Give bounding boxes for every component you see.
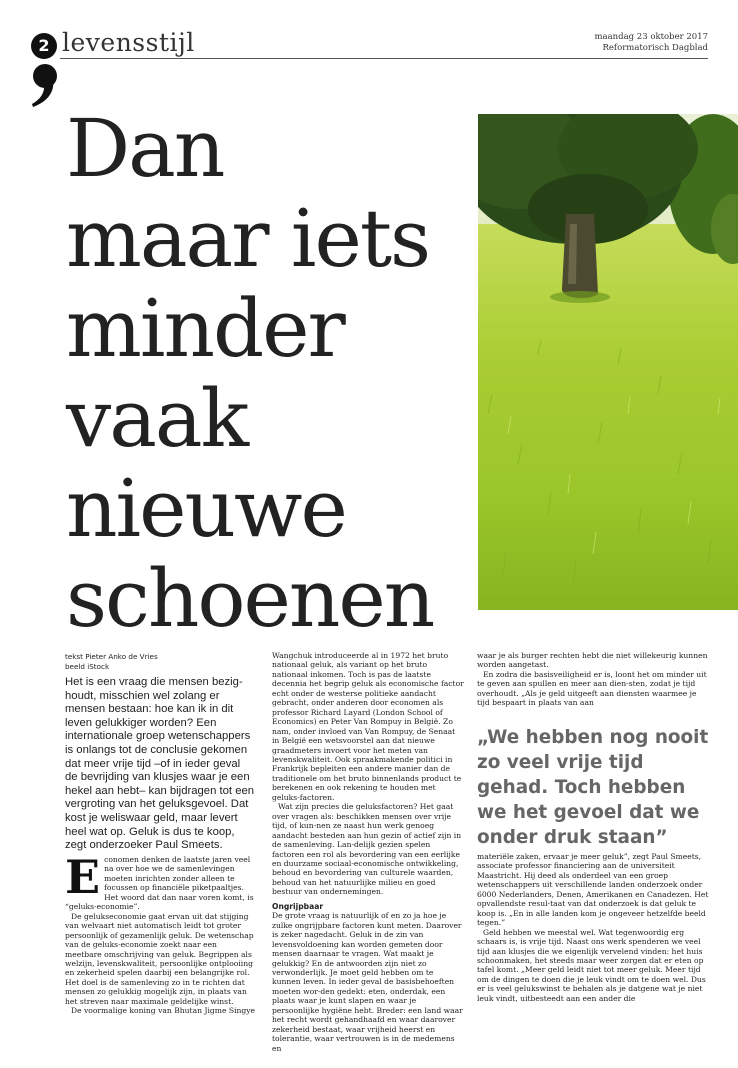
- article-column-3-top: [477, 651, 709, 708]
- paragraph: materiële zaken, ervaar je meer geluk”, zegt Paul Smeets, associate professor financiering aan de universiteit Maastricht. Hij deed als onderdeel van een groep wetenschappers uit verschillende landen onderzoek onder 6000 Nederlanders, Denen, Amerikanen en Canadezen. Het opvallendste resul-taat van dat onderzoek is dat geluk te koop is. „En in alle landen kom je ongeveer hetzelfde beeld tegen.”: [477, 852, 709, 928]
- headline-line: maar iets: [66, 192, 430, 285]
- section-name: levensstijl: [62, 28, 195, 57]
- intro-paragraph: Het is een vraag die mensen bezig-houdt, misschien wel zolang er mensen bestaan: hoe kan ik in dit leven gelukkiger worden? Een internationale groep wetenschappers is onlangs tot de conclusie gekomen dat meer vrije tijd –of in ieder geval de bevrijding van klusjes waar je een hekel aan hebt– kan bijdragen tot een vergroting van het geluksgevoel. Dat kost je weliswaar geld, maar levert heel wat op. Geluk is dus te koop, zegt onderzoeker Paul Smeets.: [65, 676, 255, 852]
- headline-line: minder: [66, 282, 344, 375]
- drop-cap: E: [65, 850, 101, 904]
- article-column-1: [65, 850, 256, 1016]
- tree-meadow-photo: [478, 114, 738, 610]
- image-credit: beeld iStock: [65, 662, 110, 671]
- header-rule: [60, 58, 708, 59]
- pull-quote: „We hebben nog nooit zo veel vrije tijd gehad. Toch hebben we het gevoel dat we onder druk staan”: [477, 727, 709, 848]
- paragraph: En zodra die basisveiligheid er is, loont het om minder uit te geven aan spullen en meer aan dien-sten, zodat je tijd overhoudt. „Als je geld uitgeeft aan diensten waarmee je tijd bespaart in plaats van aan: [477, 669, 707, 708]
- subheading: Ongrijpbaar: [272, 901, 324, 911]
- headline-line: schoenen: [66, 552, 434, 645]
- headline-line: nieuwe: [66, 462, 346, 555]
- paragraph: Wat zijn precies die geluksfactoren? Het gaat over vragen als: beschikken mensen over vrije tijd, of kun-nen ze naast hun werk genoeg aandacht besteden aan hun gezin of actief zijn in de samenleving. Lan-delijk gezien spelen factoren een rol als bevordering van een eerlijke en duurzame sociaal-economische ontwikkeling, behoud en bevordering van culturele waarden, behoud van het natuurlijke milieu en goed bestuur van ondernemingen.: [272, 802, 462, 897]
- paragraph-text: conomen denken de laatste jaren veel na over hoe we de samenlevingen moeten inrichten zonder alleen te focussen op financiële piketpaaltjes. Het woord dat dan naar voren komt, is “geluks-economie”.: [65, 855, 254, 912]
- page-number-badge: 2: [31, 33, 57, 59]
- headline-line: vaak: [66, 372, 248, 465]
- byline: [65, 652, 255, 672]
- publication-name: Reformatorisch Dagblad: [602, 43, 708, 53]
- headline-line: Dan: [66, 102, 224, 195]
- paragraph: De voormalige koning van Bhutan Jigme Singye: [71, 1006, 256, 1016]
- comma-logo-icon: [27, 62, 63, 108]
- author-credit: tekst Pieter Anko de Vries: [65, 652, 158, 661]
- paragraph: waar je als burger rechten hebt die niet willekeurig kunnen worden aangetast.: [477, 651, 708, 670]
- paragraph: Geld hebben we meestal wel. Wat tegenwoordig erg schaars is, is vrije tijd. Naast ons werk spenderen we veel tijd aan klusjes die we eigenlijk vervelend vinden: het huis schoonmaken, het steeds maar weer zorgen dat er eten op tafel komt. „Meer geld leidt niet tot meer geluk. Meer tijd om de dingen te doen die je leuk vindt om te doen wel. Dus er is veel gelukswinst te behalen als je datgene wat je niet leuk vindt, uitbesteedt aan een ander die: [477, 927, 706, 1003]
- date: maandag 23 oktober 2017: [594, 32, 708, 42]
- paragraph: De gelukseconomie gaat ervan uit dat stijging van welvaart niet automatisch leidt tot groter persoonlijk of gezamenlijk geluk. De wetenschap van de geluks-economie zoekt naar een meetbare omschrijving van geluk. Begrippen als welzijn, levenskwaliteit, persoonlijke ontplooiing en zekerheid spelen daarbij een belangrijke rol. Het doel is de samenleving zo in te richten dat mensen zo gelukkig mogelijk zijn, in plaats van het streven naar maximale geldelijke winst.: [65, 911, 254, 1006]
- article-column-2: [272, 651, 464, 1053]
- paragraph: Wangchuk introduceerde al in 1972 het bruto nationaal geluk, als variant op het bruto nationaal inkomen. Toch is pas de laatste decennia het begrip geluk als economische factor echt onder de westerse politieke aandacht gebracht, onder anderen door economen als professor Richard Layard (London School of Economics) en Peter Van Rompuy in België. Zo nam, onder invloed van Van Rompuy, de Senaat in België een wetsvoorstel aan dat nieuwe graadmeters invoert voor het meten van levenskwaliteit. Ook spraakmakende politici in Frankrijk bepleiten een andere manier dan de traditionele om het bruto binnenlands product te berekenen en ook rekening te houden met geluks-factoren.: [272, 651, 464, 802]
- paragraph: [65, 850, 256, 912]
- headline: [66, 104, 476, 644]
- article-column-3-bottom: [477, 852, 709, 1003]
- paragraph: De grote vraag is natuurlijk of en zo ja hoe je zulke ongrijpbare factoren kunt meten. Daarover is zeker nagedacht. Geluk in de zin van levensvoldoening kan worden gemeten door mensen daarnaar te vragen. Wat maakt je gelukkig? En de antwoorden zijn niet zo verwonderlijk. Je moet geld hebben om te kunnen leven. In ieder geval de basisbehoeften moeten wor-den gedekt: eten, onderdak, een plaats waar je kunt slapen en waar je persoonlijke hygiëne hebt. Breder: een land waar het recht wordt gehandhaafd en waar daarover zekerheid bestaat, waar vrijheid heerst en tolerantie, waar vertrouwen is in de medemens en: [272, 911, 463, 1053]
- date-block: [594, 32, 708, 54]
